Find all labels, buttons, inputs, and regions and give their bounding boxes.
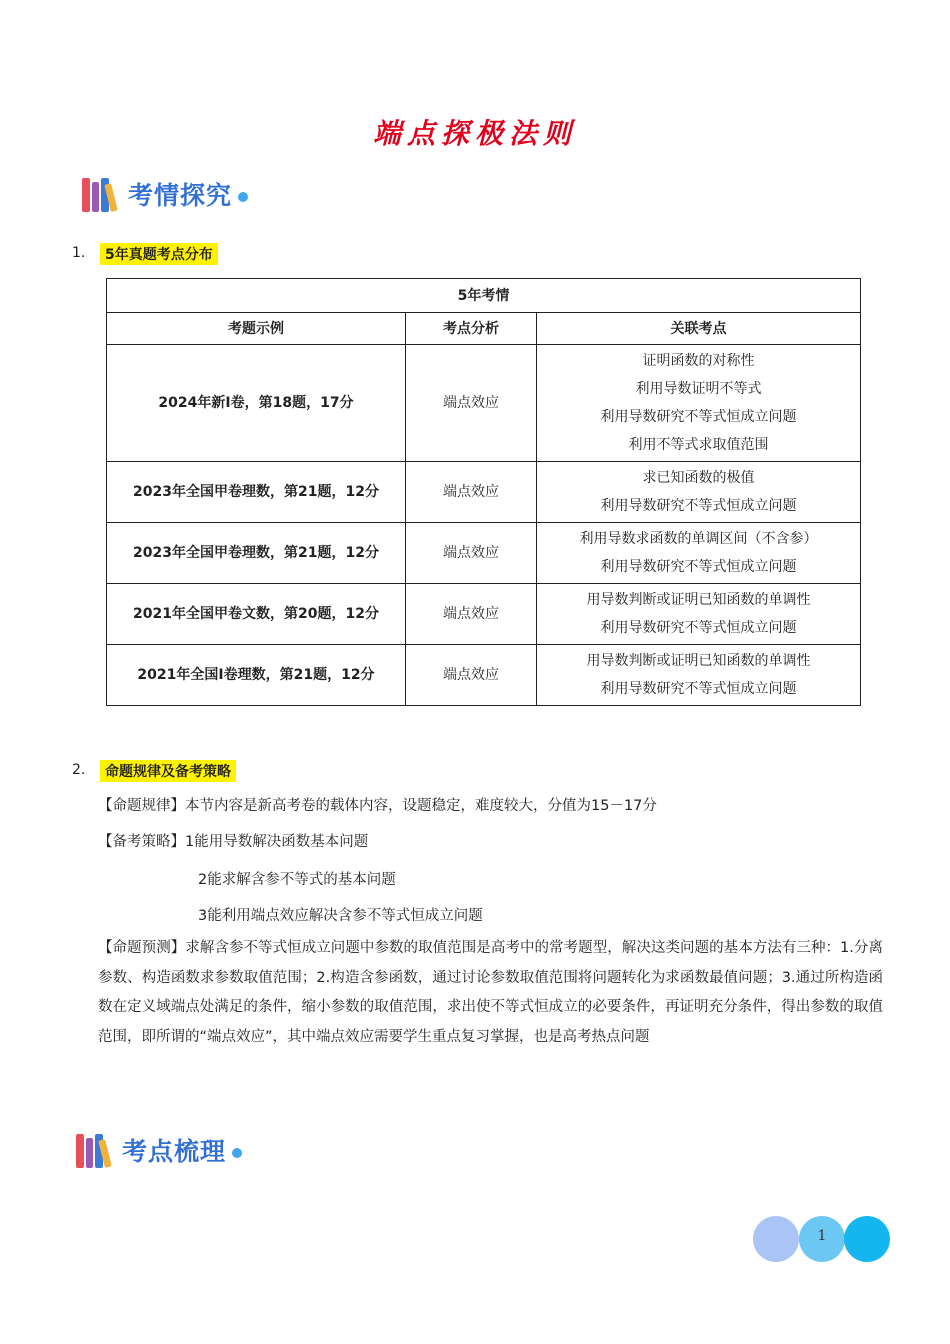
section-label: 考情探究 [128,181,233,210]
related-item: 利用不等式求取值范围 [628,437,769,453]
related-item: 用导数判断或证明已知函数的单调性 [586,653,811,669]
item-number: 2. [72,762,86,778]
table-cell-example: 2023年全国甲卷理数，第21题，12分 [107,462,406,523]
related-item: 求已知函数的极值 [642,470,755,486]
table-caption: 5年考情 [107,279,861,313]
related-item: 利用导数求函数的单调区间（不含参） [579,531,818,547]
page-title: 端点探极法则 [372,117,577,150]
books-icon [76,1132,118,1168]
page-circle-decoration [753,1216,799,1262]
related-item: 利用导数证明不等式 [635,381,762,397]
table-cell-example: 2024年新I卷，第18题，17分 [107,345,406,462]
table-cell-example: 2023年全国甲卷理数，第21题，12分 [107,523,406,584]
strategy-line: 2能求解含参不等式的基本问题 [198,872,396,888]
related-item: 证明函数的对称性 [642,353,755,369]
proposition-prediction: 【命题预测】求解含参不等式恒成立问题中参数的取值范围是高考中的常考题型，解决这类问题的基本方法有三种：1.分离参数、构造函数求参数取值范围；2.构造含参函数，通过讨论参数取值范围将问题转化为求函数最值问题；3.通过所构造函数在定义域端点处满足的条件，缩小参数的取值范围，求出使不等式恒成立的必要条件，再证明充分条件，得出参数的取值范围，即所谓的“端点效应”，其中端点效应需要学生重点复习掌握，也是高考热点问题 [98,940,883,1045]
exam-table [106,278,861,706]
table-cell-analysis: 端点效应 [406,462,537,523]
table-cell-example: 2021年全国I卷理数，第21题，12分 [107,645,406,706]
related-item: 利用导数研究不等式恒成立问题 [600,681,797,697]
dot-icon [238,192,248,202]
table-row [107,462,861,523]
item-heading: 5年真题考点分布 [100,243,218,265]
table-row [107,645,861,706]
table-row [107,584,861,645]
page-number: 1 [817,1228,827,1244]
table-cell-analysis: 端点效应 [406,584,537,645]
item-number: 1. [72,245,86,261]
table-cell-analysis: 端点效应 [406,523,537,584]
proposition-rule: 【命题规律】本节内容是新高考卷的载体内容，设题稳定，难度较大，分值为15－17分 [98,798,657,814]
table-row [107,523,861,584]
table-cell-related [537,523,861,584]
section-header-exam-analysis [82,176,248,212]
books-icon [82,176,124,212]
related-item: 利用导数研究不等式恒成立问题 [600,409,797,425]
table-cell-related [537,462,861,523]
related-item: 用导数判断或证明已知函数的单调性 [586,592,811,608]
section-label: 考点梳理 [122,1137,227,1166]
related-item: 利用导数研究不等式恒成立问题 [600,620,797,636]
strategy-line: 3能利用端点效应解决含参不等式恒成立问题 [198,908,483,924]
related-item: 利用导数研究不等式恒成立问题 [600,559,797,575]
section-header-key-points [76,1132,242,1168]
table-cell-related [537,345,861,462]
page-circle-decoration [844,1216,890,1262]
related-item: 利用导数研究不等式恒成立问题 [600,498,797,514]
table-cell-related [537,584,861,645]
table-row [107,345,861,462]
table-cell-analysis: 端点效应 [406,645,537,706]
dot-icon [232,1148,242,1158]
item-heading: 命题规律及备考策略 [100,760,236,782]
table-header: 关联考点 [537,313,861,345]
table-header: 考点分析 [406,313,537,345]
strategy-line: 【备考策略】1能用导数解决函数基本问题 [98,834,369,850]
table-cell-related [537,645,861,706]
table-cell-analysis: 端点效应 [406,345,537,462]
table-header: 考题示例 [107,313,406,345]
table-cell-example: 2021年全国甲卷文数，第20题，12分 [107,584,406,645]
